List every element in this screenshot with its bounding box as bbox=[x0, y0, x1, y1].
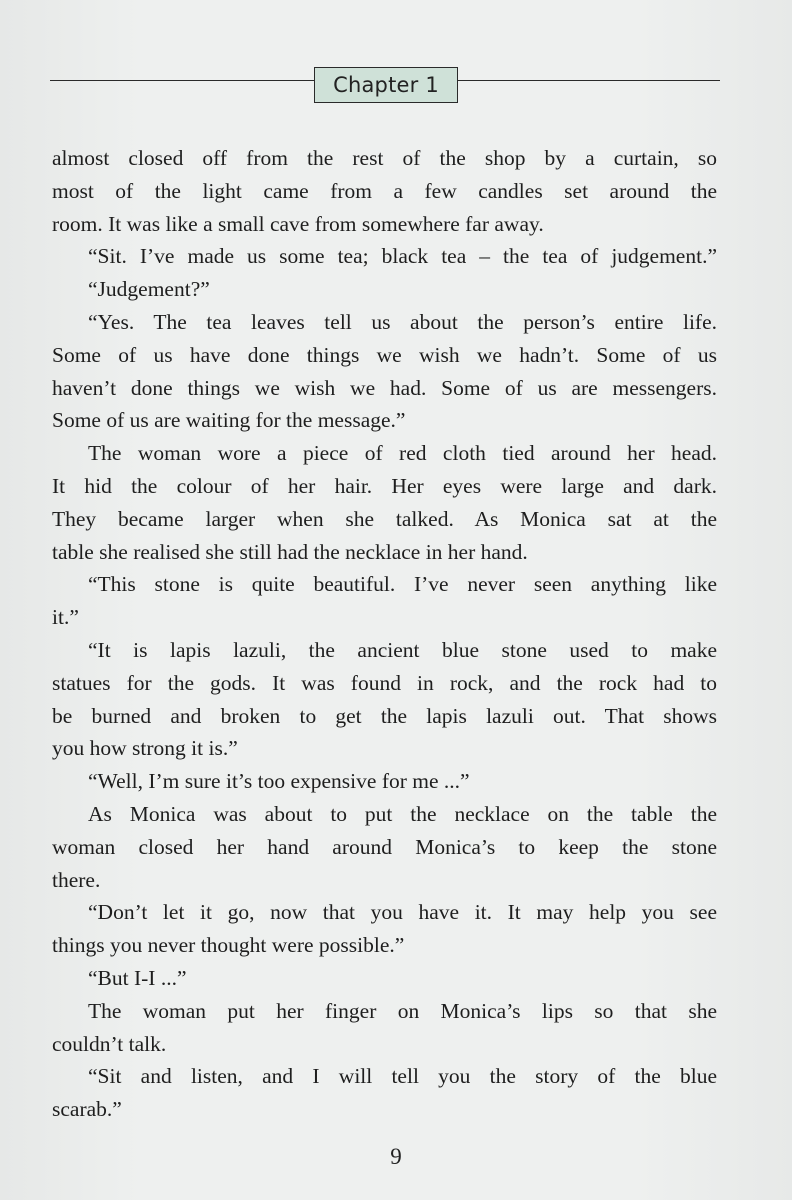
header-rule-right bbox=[458, 80, 720, 81]
text-line: It hid the colour of her hair. Her eyes were large and dark. bbox=[52, 473, 717, 498]
page-number: 9 bbox=[390, 1144, 402, 1169]
text-line: couldn’t talk. bbox=[52, 1031, 167, 1056]
text-line: “Well, I’m sure it’s too expensive for me ...” bbox=[88, 769, 470, 794]
text-line: there. bbox=[52, 867, 101, 892]
text-line: “Don’t let it go, now that you have it. It may help you see bbox=[88, 900, 717, 925]
text-line: you how strong it is.” bbox=[52, 736, 238, 761]
text-line: most of the light came from a few candles set around the bbox=[52, 178, 717, 203]
text-line: “It is lapis lazuli, the ancient blue stone used to make bbox=[88, 637, 717, 662]
text-line: “Yes. The tea leaves tell us about the person’s entire life. bbox=[88, 309, 717, 334]
text-line: They became larger when she talked. As Monica sat at the bbox=[52, 506, 717, 531]
text-line: The woman put her finger on Monica’s lips so that she bbox=[88, 998, 717, 1023]
chapter-heading: Chapter 1 bbox=[314, 67, 458, 103]
text-line: almost closed off from the rest of the shop by a curtain, so bbox=[52, 146, 717, 170]
text-line: haven’t done things we wish we had. Some of us are messengers. bbox=[52, 375, 717, 400]
text-line: As Monica was about to put the necklace on the table the bbox=[88, 801, 717, 826]
text-line: “This stone is quite beautiful. I’ve never seen anything like bbox=[88, 572, 717, 597]
text-line: be burned and broken to get the lapis lazuli out. That shows bbox=[52, 703, 717, 728]
text-line: scarab.” bbox=[52, 1097, 122, 1122]
text-line: The woman wore a piece of red cloth tied around her head. bbox=[88, 441, 717, 466]
text-line: table she realised she still had the necklace in her hand. bbox=[52, 539, 528, 564]
text-line: things you never thought were possible.” bbox=[52, 933, 405, 958]
text-line: Some of us have done things we wish we hadn’t. Some of us bbox=[52, 342, 717, 367]
text-line: it.” bbox=[52, 605, 79, 630]
text-line: statues for the gods. It was found in rock, and the rock had to bbox=[52, 670, 717, 695]
text-line: “But I-I ...” bbox=[88, 965, 187, 990]
body-text bbox=[52, 142, 717, 1126]
text-line: “Sit and listen, and I will tell you the story of the blue bbox=[88, 1064, 717, 1089]
header-rule-left bbox=[50, 80, 314, 81]
text-line: Some of us are waiting for the message.” bbox=[52, 408, 406, 433]
text-line: room. It was like a small cave from somewhere far away. bbox=[52, 211, 544, 236]
text-line: woman closed her hand around Monica’s to keep the stone bbox=[52, 834, 717, 859]
text-line: “Judgement?” bbox=[88, 277, 210, 302]
text-line: “Sit. I’ve made us some tea; black tea – the tea of judgement.” bbox=[88, 244, 717, 269]
